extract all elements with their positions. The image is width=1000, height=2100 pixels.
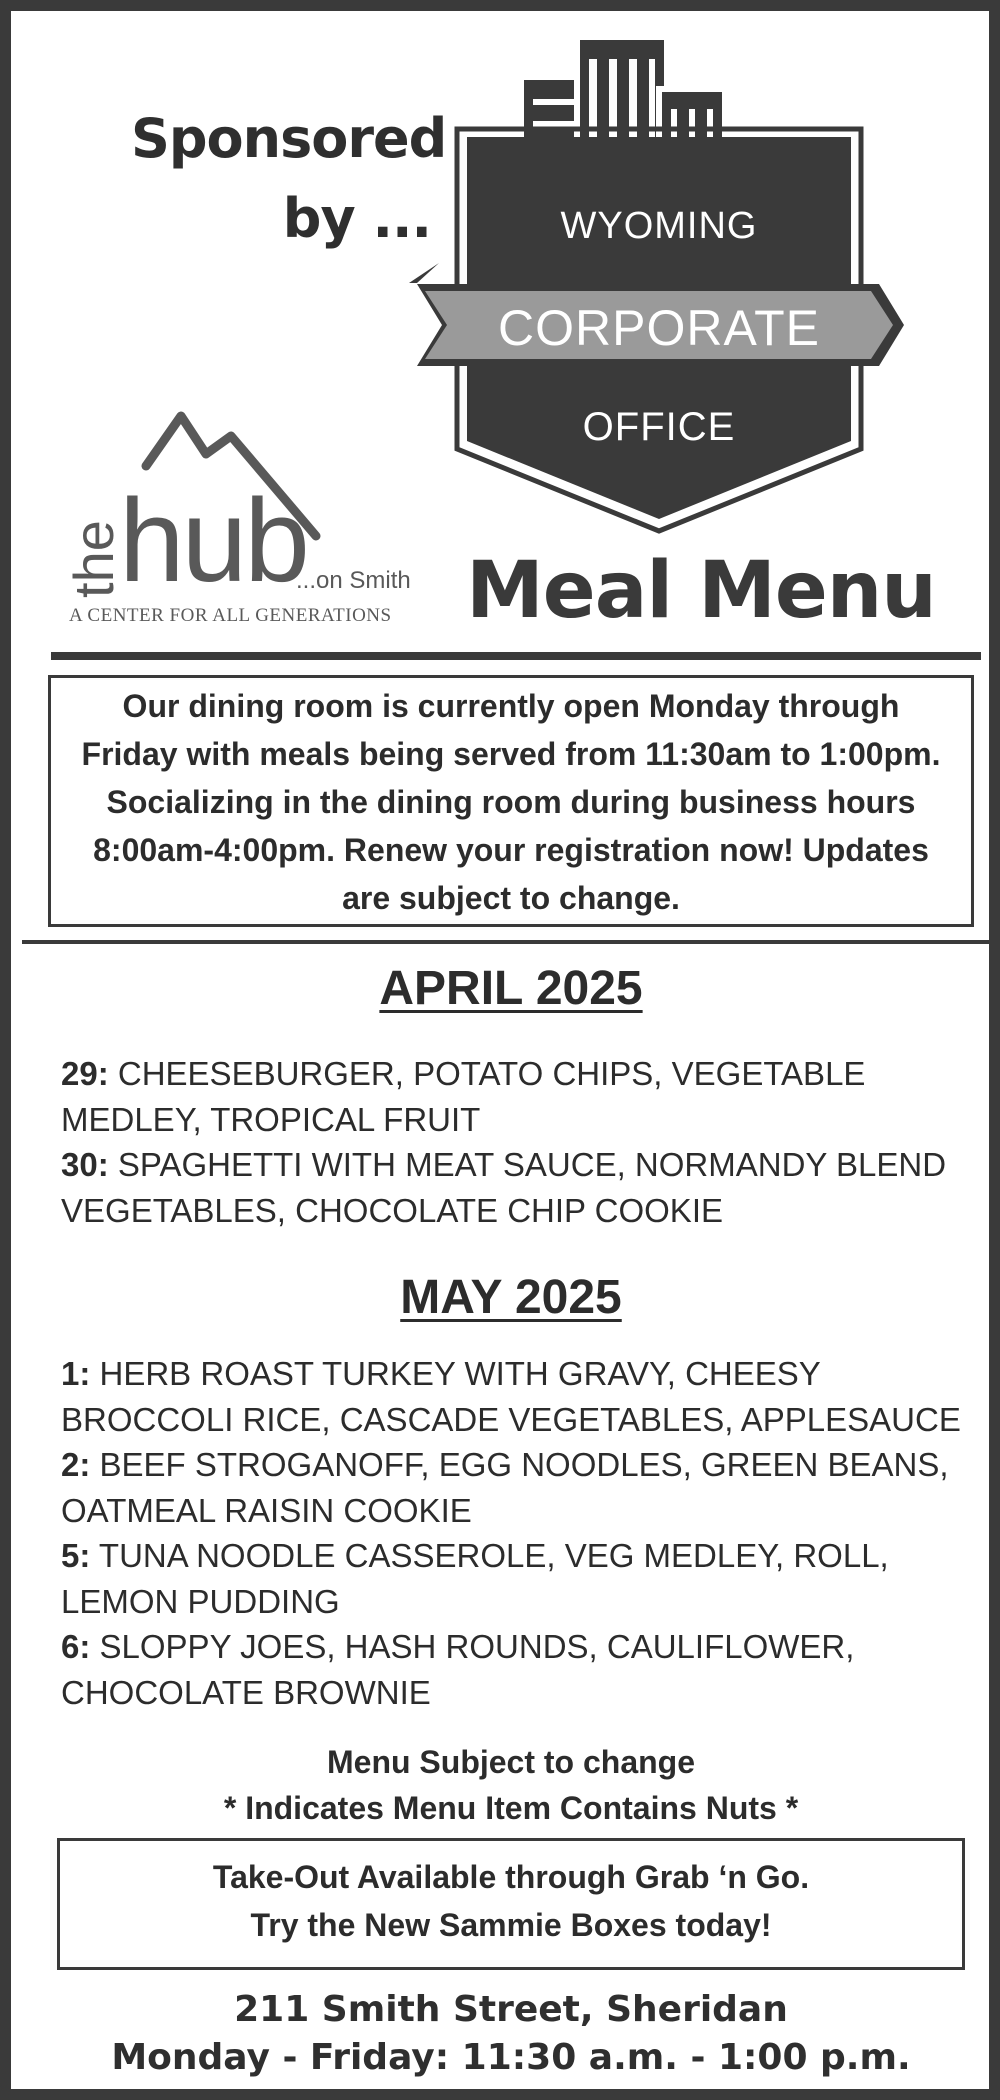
menu-day: 29: <box>61 1055 109 1092</box>
sponsored-line-1: Sponsored <box>131 107 447 170</box>
menu-change-note: Menu Subject to change <box>326 1744 696 1780</box>
divider <box>22 940 1000 944</box>
list-item <box>61 1351 981 1442</box>
menu-text: CHEESEBURGER, POTATO CHIPS, VEGETABLE MEDLEY, TROPICAL FRUIT <box>61 1055 866 1138</box>
list-item <box>61 1624 981 1715</box>
menu-text: BEEF STROGANOFF, EGG NOODLES, GREEN BEANS, OATMEAL RAISIN COOKIE <box>61 1446 949 1529</box>
logo-the-text: the <box>62 520 125 598</box>
takeout-line-1: Take-Out Available through Grab ‘n Go. <box>212 1859 810 1895</box>
menu-day: 5: <box>61 1537 91 1574</box>
page-title: Meal Menu <box>466 546 936 636</box>
april-menu-list <box>61 1051 981 1233</box>
badge-bottom-text: OFFICE <box>582 405 736 449</box>
sponsor-badge-logo <box>409 29 909 549</box>
menu-day: 1: <box>61 1355 91 1392</box>
sponsored-by-text <box>131 99 447 259</box>
list-item <box>61 1442 981 1533</box>
menu-text: TUNA NOODLE CASSEROLE, VEG MEDLEY, ROLL, LEMON PUDDING <box>61 1537 889 1620</box>
address-text: 211 Smith Street, Sheridan <box>234 1989 788 2030</box>
badge-middle-text: CORPORATE <box>498 300 820 356</box>
may-heading: MAY 2025 <box>400 1271 622 1324</box>
takeout-box <box>57 1838 965 1970</box>
menu-text: SLOPPY JOES, HASH ROUNDS, CAULIFLOWER, CHOCOLATE BROWNIE <box>61 1628 855 1711</box>
dining-info-box <box>48 675 974 927</box>
takeout-line-2: Try the New Sammie Boxes today! <box>250 1907 772 1943</box>
nuts-note: * Indicates Menu Item Contains Nuts * <box>223 1790 799 1826</box>
menu-day: 30: <box>61 1146 109 1183</box>
dining-info-text: Our dining room is currently open Monday through Friday with meals being served from 11:30am to 1:00pm. Socializing in the dining room during business hours 8:00am-4:00pm. Renew your registration now! Updates are subject to change. <box>81 688 941 916</box>
badge-top-text: WYOMING <box>560 205 758 247</box>
sponsored-line-2: by ... <box>282 187 431 250</box>
menu-day: 2: <box>61 1446 91 1483</box>
list-item <box>61 1142 981 1233</box>
menu-text: SPAGHETTI WITH MEAT SAUCE, NORMANDY BLEND VEGETABLES, CHOCOLATE CHIP COOKIE <box>61 1146 947 1229</box>
menu-text: HERB ROAST TURKEY WITH GRAVY, CHEESY BROCCOLI RICE, CASCADE VEGETABLES, APPLESAUCE <box>61 1355 961 1438</box>
list-item <box>61 1533 981 1624</box>
logo-suffix-text: ...on Smith <box>296 567 411 594</box>
logo-hub-text: hub <box>119 475 307 607</box>
footer <box>22 1986 1000 2082</box>
hours-text: Monday - Friday: 11:30 a.m. - 1:00 p.m. <box>111 2037 911 2078</box>
april-heading: APRIL 2025 <box>379 962 643 1015</box>
list-item <box>61 1051 981 1142</box>
logo-tagline: A CENTER FOR ALL GENERATIONS <box>69 605 392 626</box>
divider-thick <box>51 652 981 660</box>
may-menu-list <box>61 1351 981 1715</box>
menu-day: 6: <box>61 1628 91 1665</box>
